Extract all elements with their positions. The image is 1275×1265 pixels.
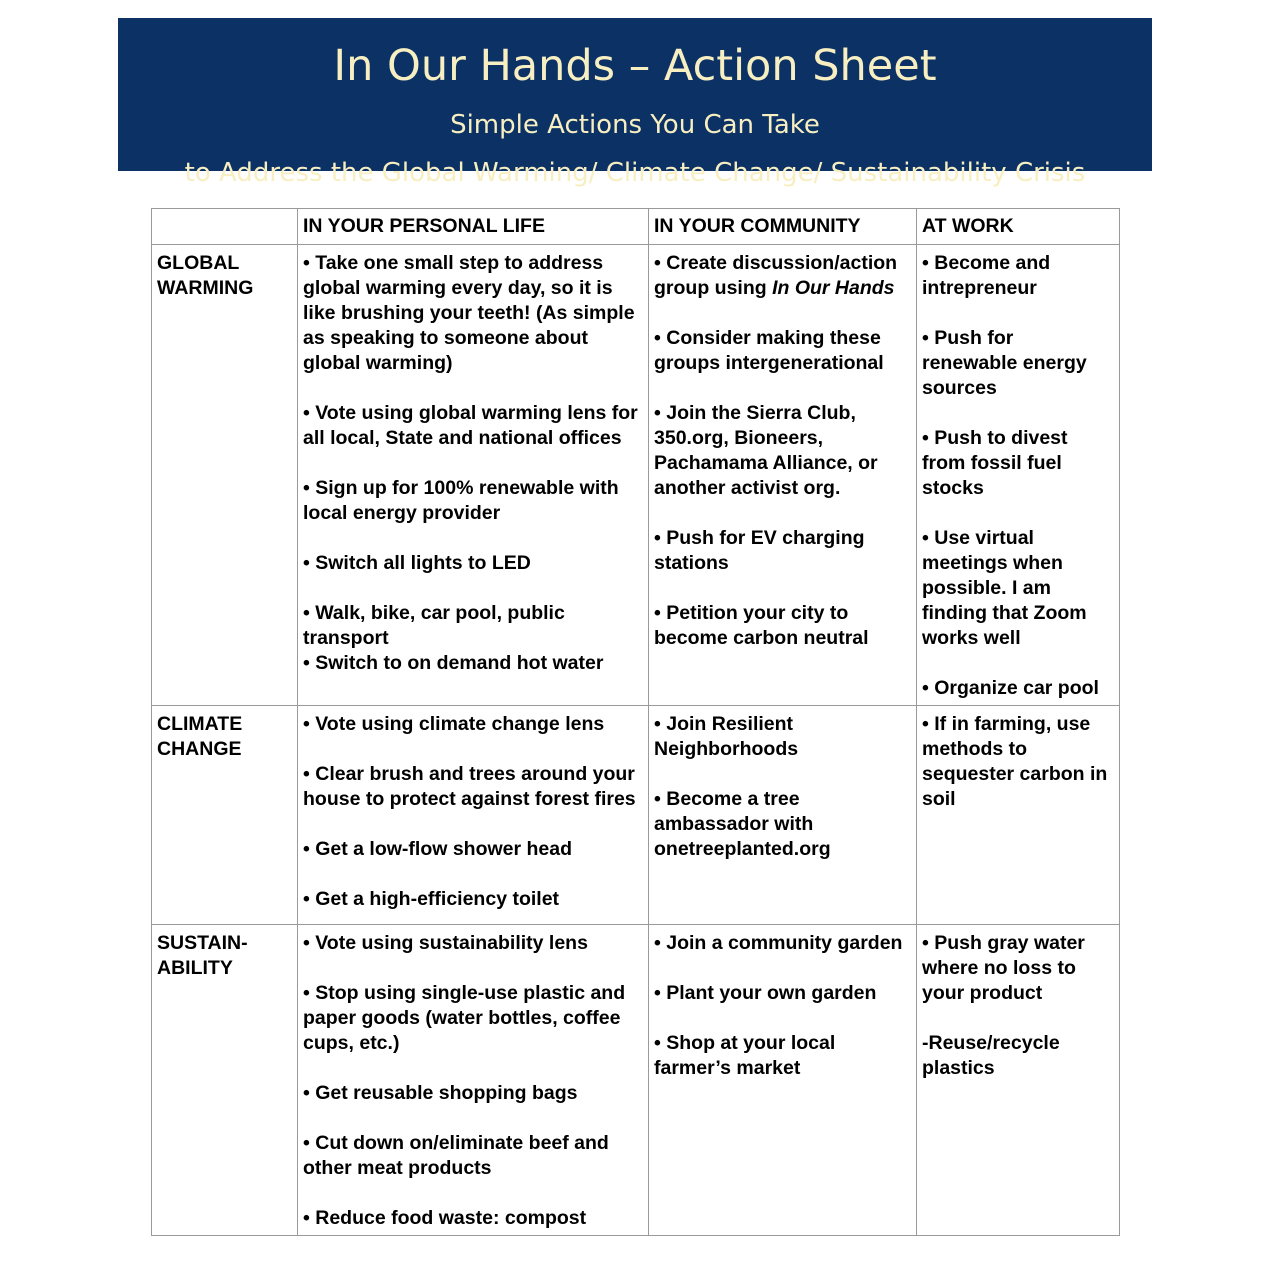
header-cell-community: IN YOUR COMMUNITY: [649, 209, 917, 245]
list-item: • Clear brush and trees around your house to protect against forest fires: [303, 763, 636, 810]
cell-global-warming-work: [917, 245, 1120, 706]
list-item: • Plant your own garden: [654, 982, 877, 1004]
cell-climate-change-community: [649, 706, 917, 925]
row-label-climate-change: [152, 706, 298, 925]
cell-sustainability-personal: [298, 925, 649, 1236]
page-title: In Our Hands – Action Sheet: [333, 41, 937, 91]
list-item: -Reuse/recycle plastics: [922, 1032, 1060, 1079]
list-item: • Switch all lights to LED: [303, 552, 531, 574]
header-cell-empty: [152, 209, 298, 245]
header-banner: [118, 18, 1152, 188]
list-item: • Use virtual meetings when possible. I am finding that Zoom works well: [922, 527, 1087, 649]
table-header-row: [152, 209, 1120, 245]
list-item: • Cut down on/eliminate beef and other meat products: [303, 1132, 609, 1179]
list-item: • Organize car pool: [922, 677, 1099, 699]
list-item: • If in farming, use methods to sequester carbon in soil: [922, 713, 1108, 810]
row-label-line1: GLOBAL: [157, 252, 240, 274]
action-table: [151, 208, 1120, 1236]
list-item: • Stop using single-use plastic and paper goods (water bottles, coffee cups, etc.): [303, 982, 626, 1054]
cell-global-warming-personal: [298, 245, 649, 706]
row-label-global-warming: [152, 245, 298, 706]
row-label-line1: CLIMATE: [157, 713, 243, 735]
list-item: • Join the Sierra Club, 350.org, Bioneers, Pachamama Alliance, or another activist org.: [654, 402, 878, 499]
list-item: • Push to divest from fossil fuel stocks: [922, 427, 1068, 499]
list-item: • Vote using global warming lens for all local, State and national offices: [303, 402, 638, 449]
book-title: In Our Hands: [772, 277, 895, 299]
list-item: • Push gray water where no loss to your product: [922, 932, 1085, 1004]
table-row-climate-change: [152, 706, 1120, 925]
list-item: • Become a tree ambassador with onetreeplanted.org: [654, 788, 831, 860]
table-row-sustainability: [152, 925, 1120, 1236]
list-item: • Shop at your local farmer’s market: [654, 1032, 836, 1079]
list-item: • Join Resilient Neighborhoods: [654, 713, 799, 760]
row-label-line2: ABILITY: [157, 957, 233, 979]
cell-sustainability-community: [649, 925, 917, 1236]
list-item: • Switch to on demand hot water: [303, 652, 604, 674]
list-item: • Reduce food waste: compost: [303, 1207, 587, 1229]
list-item-text: • Create discussion/action group using: [654, 252, 898, 299]
row-label-line1: SUSTAIN-: [157, 932, 248, 954]
cell-climate-change-personal: [298, 706, 649, 925]
row-label-line2: WARMING: [157, 277, 254, 299]
cell-sustainability-work: [917, 925, 1120, 1236]
list-item: • Petition your city to become carbon neutral: [654, 602, 869, 649]
page-subtitle-line1: Simple Actions You Can Take: [450, 110, 820, 140]
row-label-line2: CHANGE: [157, 738, 242, 760]
header-cell-work: AT WORK: [917, 209, 1120, 245]
table-row-global-warming: [152, 245, 1120, 706]
list-item: • Vote using sustainability lens: [303, 932, 588, 954]
list-item: • Join a community garden: [654, 932, 903, 954]
list-item: • Sign up for 100% renewable with local energy provider: [303, 477, 619, 524]
list-item: • Get a high-efficiency toilet: [303, 888, 560, 910]
cell-global-warming-community: [649, 245, 917, 706]
list-item: • Vote using climate change lens: [303, 713, 605, 735]
list-item: • Take one small step to address global warming every day, so it is like brushing your teeth! (As simple as speaking to someone about global warming): [303, 252, 635, 374]
cell-climate-change-work: [917, 706, 1120, 925]
list-item: • Get a low-flow shower head: [303, 838, 573, 860]
list-item: • Walk, bike, car pool, public transport: [303, 602, 565, 649]
header-cell-personal: IN YOUR PERSONAL LIFE: [298, 209, 649, 245]
row-label-sustainability: [152, 925, 298, 1236]
list-item: • Push for EV charging stations: [654, 527, 865, 574]
list-item: • Push for renewable energy sources: [922, 327, 1087, 399]
list-item: • Consider making these groups intergenerational: [654, 327, 884, 374]
list-item: • Become and intrepreneur: [922, 252, 1051, 299]
list-item: [654, 251, 911, 301]
list-item: • Get reusable shopping bags: [303, 1082, 578, 1104]
page-subtitle-line2: to Address the Global Warming/ Climate Change/ Sustainability Crisis: [184, 158, 1086, 188]
